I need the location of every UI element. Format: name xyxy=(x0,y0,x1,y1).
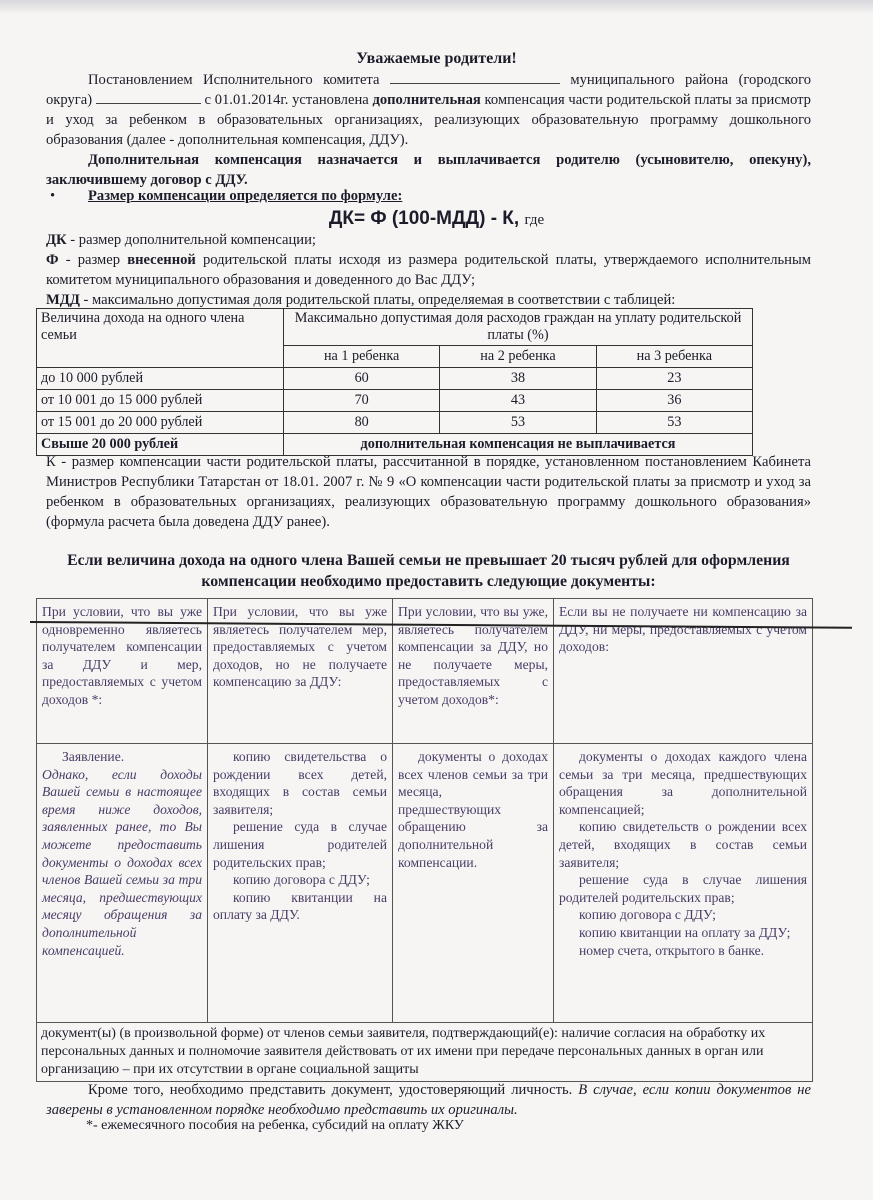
table-head-share: Максимально допустимая доля расходов граждан на уплату родительской платы (%) xyxy=(284,309,753,346)
closing-paragraph: Кроме того, необходимо представить документ, удостоверяющий личность. В случае, если копии документов не заверены в установленном порядке необходимо представить их оригиналы. xyxy=(46,1082,811,1118)
formula xyxy=(0,208,873,230)
def-term: Ф xyxy=(46,252,59,268)
table-row: до 10 000 рублей 60 38 23 xyxy=(37,368,753,390)
bullet-text: Размер компенсации определяется по формуле: xyxy=(88,188,403,204)
doc-cell-2: копию свидетельства о рождении всех детей, входящих в состав семьи заявителя; решение суда в случае лишения родителей родительских прав; копию договора с ДДУ; копию квитанции на оплату за ДДУ. xyxy=(208,744,393,1023)
k-paragraph: К - размер компенсации части родительской платы, рассчитанной в порядке, установленном постановлением Кабинета Министров Республики Татарстан от 18.01. 2007 г. № 9 «О компенсации части родительской платы за присмотр и уход за ребенком в образовательных организациях, реализующих образовательную программу дошкольного образования» (формула расчета была доведена ДДУ ранее). xyxy=(46,454,811,530)
formula-main: ДК= Ф (100-МДД) - К, xyxy=(328,208,520,229)
table-row-last: Свыше 20 000 рублей дополнительная компенсация не выплачивается xyxy=(37,434,753,456)
table-row: от 10 001 до 15 000 рублей 70 43 36 xyxy=(37,390,753,412)
documents-row xyxy=(37,744,813,1023)
intro-text-4: компенсация части родительской платы за присмотр и уход за ребенком в образовательных организациях, реализующих образовательную программу дошкольного образования (далее - дополнительная компенсация, ДДУ). xyxy=(46,92,811,148)
conditions-row xyxy=(37,599,813,744)
blank-field-committee xyxy=(390,70,560,84)
page-title: Уважаемые родители! xyxy=(356,50,517,67)
def-text: - размер дополнительной компенсации; xyxy=(66,232,316,248)
intro-text-1: Постановлением Исполнительного комитета xyxy=(88,72,380,88)
def-mdd xyxy=(46,290,811,310)
intro-text-3: с 01.01.2014г. установлена xyxy=(204,92,369,108)
doc-cell-1: Заявление. Однако, если доходы Вашей семьи в настоящее время ниже доходов, заявленных ранее, то Вы можете предоставить документы о доходах всех членов Вашей семьи за три месяца, предшествующих месяцу обращения за дополнительной компенсацией. xyxy=(37,744,208,1023)
def-dk xyxy=(46,230,811,250)
documents-heading: Если величина дохода на одного члена Вашей семьи не превышает 20 тысяч рублей для оформления компенсации необходимо предоставить следующие документы: xyxy=(67,552,790,590)
intro-bold: дополнительная xyxy=(372,92,481,108)
intro-paragraph xyxy=(46,70,811,150)
consent-row xyxy=(37,1023,813,1082)
condition-cell: При условии, что вы уже являетесь получателем мер, предоставляемых с учетом доходов, но не получаете компенсацию за ДДУ: xyxy=(208,599,393,744)
doc-cell-4: документы о доходах каждого члена семьи за три месяца, предшествующих обращения за дополнительной компенсацией; копию свидетельств о рождении всех детей, входящих в состав семьи заявителя; решение суда в случае лишения родителей родительских прав; копию договора с ДДУ; копию квитанции на оплату за ДДУ; номер счета, открытого в банке. xyxy=(554,744,813,1023)
assign-paragraph: Дополнительная компенсация назначается и выплачивается родителю (усыновителю, опекуну), заключившему договор с ДДУ. xyxy=(46,152,811,188)
table-subhead: на 2 ребенка xyxy=(440,346,596,368)
table-row: от 15 001 до 20 000 рублей 80 53 53 xyxy=(37,412,753,434)
def-term: ДК xyxy=(46,232,67,248)
table-subhead: на 1 ребенка xyxy=(284,346,440,368)
doc-cell-3: документы о доходах всех членов семьи за три месяца, предшествующих обращению за дополнительной компенсации. xyxy=(393,744,554,1023)
footnote: *- ежемесячного пособия на ребенка, субсидий на оплату ЖКУ xyxy=(86,1118,464,1133)
condition-cell: При условии, что вы уже, являетесь получателем компенсации за ДДУ, но не получаете меры, предоставляемых с учетом доходов*: xyxy=(393,599,554,744)
condition-cell: При условии, что вы уже одновременно являетесь получателем компенсации за ДДУ и мер, предоставляемых с учетом доходов *: xyxy=(37,599,208,744)
def-text: - максимально допустимая доля родительской платы, определяемая в соответствии с таблицей: xyxy=(79,292,676,308)
blank-field-district xyxy=(96,90,201,104)
bullet-icon: • xyxy=(50,188,56,204)
table-subhead: на 3 ребенка xyxy=(596,346,752,368)
documents-table xyxy=(36,598,813,1082)
table-head-income: Величина дохода на одного члена семьи xyxy=(37,309,284,368)
condition-cell: Если вы не получаете ни компенсацию за ДДУ, ни меры, предоставляемых с учетом доходов: xyxy=(554,599,813,744)
intro-text-2: муниципального района (городского округа) xyxy=(46,72,811,108)
formula-suffix: где xyxy=(524,212,545,228)
consent-cell: документ(ы) (в произвольной форме) от членов семьи заявителя, подтверждающий(е): наличие согласия на обработку их персональных данных и полномочие заявителя действовать от их имени при передаче персональных данных в орган или организацию – при их отсутствии в органе социальной защиты xyxy=(37,1023,813,1082)
scan-edge xyxy=(0,0,873,14)
mdd-table xyxy=(36,308,753,456)
def-f: Ф - размер внесенной родительской платы исходя из размера родительской платы, утверждаемого исполнительным комитетом муниципального образования и доведенного до Вас ДДУ; xyxy=(46,252,811,288)
def-term: МДД xyxy=(46,292,80,308)
